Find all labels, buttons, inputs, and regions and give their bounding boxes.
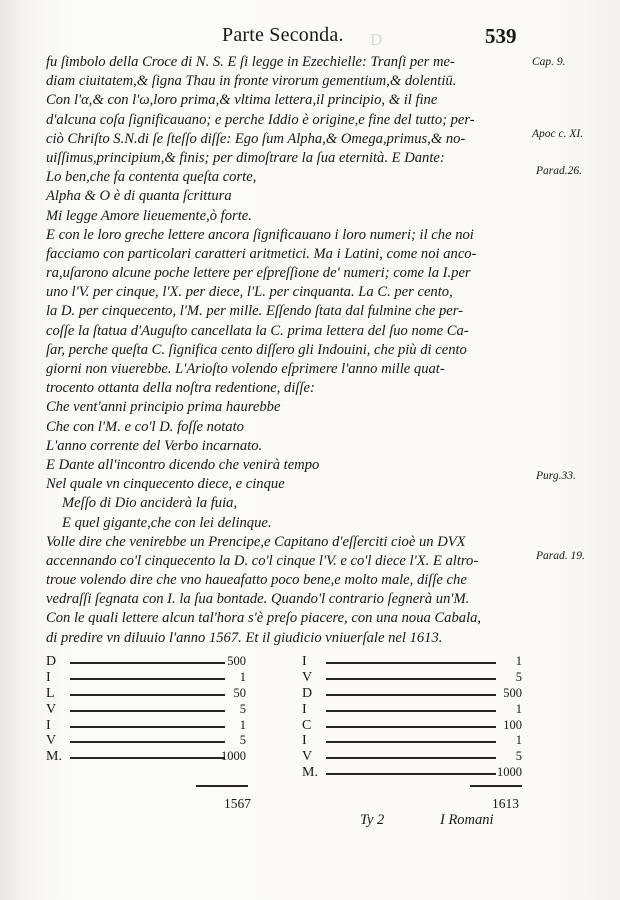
text-line: vedraſſi ſegnata con I. la ſua bontade. Quando'l contrario ſegnerà un'M. — [46, 591, 470, 608]
verse-line: Che con l'M. e co'l D. foſſe notato — [46, 418, 244, 435]
dash-line — [70, 757, 225, 759]
verse-line: Meſſo di Dio anciderà la fuia, — [62, 495, 238, 512]
numeral-letter: I — [302, 733, 307, 749]
dash-line — [326, 773, 496, 775]
numeral-value: 1 — [239, 717, 246, 732]
sum-rule — [470, 785, 522, 787]
numeral-value: 5 — [515, 669, 522, 684]
numeral-letter: C — [302, 717, 312, 733]
body-text — [46, 53, 528, 648]
margin-note: Apoc c. XI. — [532, 128, 584, 140]
numeral-value: 5 — [239, 733, 246, 748]
dash-line — [326, 757, 496, 759]
page-number: 539 — [485, 24, 517, 48]
dash-line — [70, 678, 225, 680]
verse-line: Alpha & O è di quanta ſcrittura — [46, 188, 232, 205]
table-row — [302, 718, 522, 734]
running-header: Parte Seconda. — [222, 24, 344, 46]
table-row — [46, 718, 246, 734]
numeral-value: 1 — [515, 733, 522, 748]
roman-numeral-tables — [46, 654, 536, 824]
numeral-letter: V — [302, 749, 313, 765]
bleed-through-text: D — [370, 30, 383, 49]
numeral-value: 50 — [233, 685, 246, 700]
text-line: E con le loro greche lettere ancora ſignificauano i loro numeri; il che noi — [46, 226, 474, 243]
table-row — [46, 654, 246, 670]
numeral-letter: V — [46, 701, 57, 717]
verse-line: Lo ben,che fa contenta queſta corte, — [46, 169, 257, 186]
margin-note: Parad. 19. — [536, 550, 585, 562]
table-row — [302, 670, 522, 686]
numeral-value: 500 — [503, 685, 522, 700]
text-line: uiſſimus,principium,& finis; per dimoſtrare la ſua eternità. E Dante: — [46, 149, 445, 166]
numeral-letter: I — [302, 654, 307, 669]
verse-line: Che vent'anni principio prima haurebbe — [46, 399, 281, 416]
dash-line — [326, 694, 496, 696]
table-row — [46, 749, 246, 765]
sum-total: 1567 — [224, 796, 251, 811]
numeral-letter: V — [46, 733, 57, 749]
verse-line: L'anno corrente del Verbo incarnato. — [46, 437, 263, 454]
table-1567 — [46, 654, 251, 811]
table-row — [302, 702, 522, 718]
text-line: d'alcuna coſa ſignificauano; e perche Iddio è origine,e fine del tutto; per- — [46, 111, 475, 128]
text-line: troue volendo dire che vno haueafatto poco bene,e molto male, diſſe che — [46, 572, 467, 589]
text-line: facciamo con particolari caratteri aritmetici. Ma i Latini, come noi anco- — [46, 245, 477, 262]
table-row — [302, 686, 522, 702]
verse-line: E quel gigante,che con lei delinque. — [62, 514, 272, 531]
table-row — [302, 749, 522, 765]
numeral-letter: I — [46, 717, 51, 733]
verse-line: Mi legge Amore lieuemente,ò forte. — [46, 207, 252, 224]
dash-line — [70, 741, 225, 743]
text-line: giorni non viuerebbe. L'Arioſto volendo eſprimere l'anno mille quat- — [46, 361, 445, 377]
dash-line — [70, 726, 225, 728]
numeral-letter: D — [46, 654, 57, 669]
numeral-value: 1 — [515, 654, 522, 668]
text-line: ra,uſarono alcune poche lettere per eſpreſſione de' numeri; come la I.per — [46, 265, 471, 282]
text-line: Volle dire che venirebbe un Prencipe,e Capitano d'eſſerciti cioè un DVX — [46, 533, 466, 550]
text-line: coſſe la ſtatua d'Auguſto cancellata la C. prima lettera del ſuo nome Ca- — [46, 322, 469, 339]
catchword-next: I Romani — [440, 812, 494, 828]
numeral-value: 1000 — [497, 765, 522, 780]
text-line: Con le quali lettere alcun tal'hora s'è preſo piacere, con una noua Cabala, — [46, 610, 482, 627]
numeral-value: 500 — [227, 654, 246, 668]
text-line: fu ſimbolo della Croce di N. S. E ſi legge in Ezechielle: Tranſi per me- — [46, 54, 455, 70]
text-line: accennando co'l cinquecento la D. co'l cinque l'V. e co'l diece l'X. E altro- — [46, 552, 479, 569]
verse-line: Nel quale vn cinquecento diece, e cinque — [46, 476, 285, 493]
numeral-value: 1 — [239, 669, 246, 684]
text-line: Con l'α,& con l'ω,loro prima,& vltima lettera,il principio, & il fine — [46, 92, 438, 109]
text-line: diam ciuitatem,& ſigna Thau in fronte virorum gementium,& dolentiū. — [46, 73, 457, 90]
numeral-letter: M. — [46, 749, 62, 765]
table-1613 — [302, 654, 522, 811]
table-row — [302, 654, 522, 670]
margin-note: Parad.26. — [536, 165, 582, 177]
dash-line — [70, 710, 225, 712]
table-row — [46, 702, 246, 718]
text-line: di predire vn diluuio l'anno 1567. Et il giudicio vniuerſale nel 1613. — [46, 629, 443, 646]
text-line: trocento ottanta della noſtra redentione, diſſe: — [46, 380, 315, 397]
text-line: E Dante all'incontro dicendo che venirà tempo — [46, 456, 320, 473]
table-row — [46, 670, 246, 686]
dash-line — [326, 741, 496, 743]
numeral-letter: M. — [302, 765, 318, 781]
dash-line — [326, 678, 496, 680]
numeral-letter: L — [46, 685, 55, 701]
numeral-value: 100 — [503, 717, 522, 732]
dash-line — [326, 726, 496, 728]
table-row — [302, 765, 522, 781]
dash-line — [70, 694, 225, 696]
text-line: la D. per cinquecento, l'M. per mille. Eſſendo ſtata dal fulmine che per- — [46, 303, 464, 320]
margin-note: Purg.33. — [536, 470, 576, 482]
catchword-signature: Ty 2 — [360, 812, 385, 828]
numeral-value: 5 — [515, 749, 522, 764]
numeral-letter: I — [302, 701, 307, 717]
table-row — [46, 733, 246, 749]
dash-line — [326, 710, 496, 712]
numeral-value: 1000 — [221, 749, 246, 764]
numeral-value: 5 — [239, 701, 246, 716]
dash-line — [70, 662, 225, 664]
numeral-letter: V — [302, 669, 313, 685]
numeral-letter: I — [46, 669, 51, 685]
margin-note: Cap. 9. — [532, 56, 566, 68]
text-line: ciò Chriſto S.N.di ſe ſteſſo diſſe: Ego ſum Alpha,& Omega,primus,& no- — [46, 130, 466, 147]
dash-line — [326, 662, 496, 664]
numeral-value: 1 — [515, 701, 522, 716]
table-row — [46, 686, 246, 702]
numeral-letter: D — [302, 685, 313, 701]
sum-total: 1613 — [492, 796, 519, 811]
table-row — [302, 733, 522, 749]
text-line: uno l'V. per cinque, l'X. per diece, l'L. per cinquanta. La C. per cento, — [46, 284, 453, 301]
text-line: ſar, perche queſta C. ſignifica cento diſſero gli Indouini, che più di cento — [46, 341, 467, 358]
sum-rule — [196, 785, 248, 787]
